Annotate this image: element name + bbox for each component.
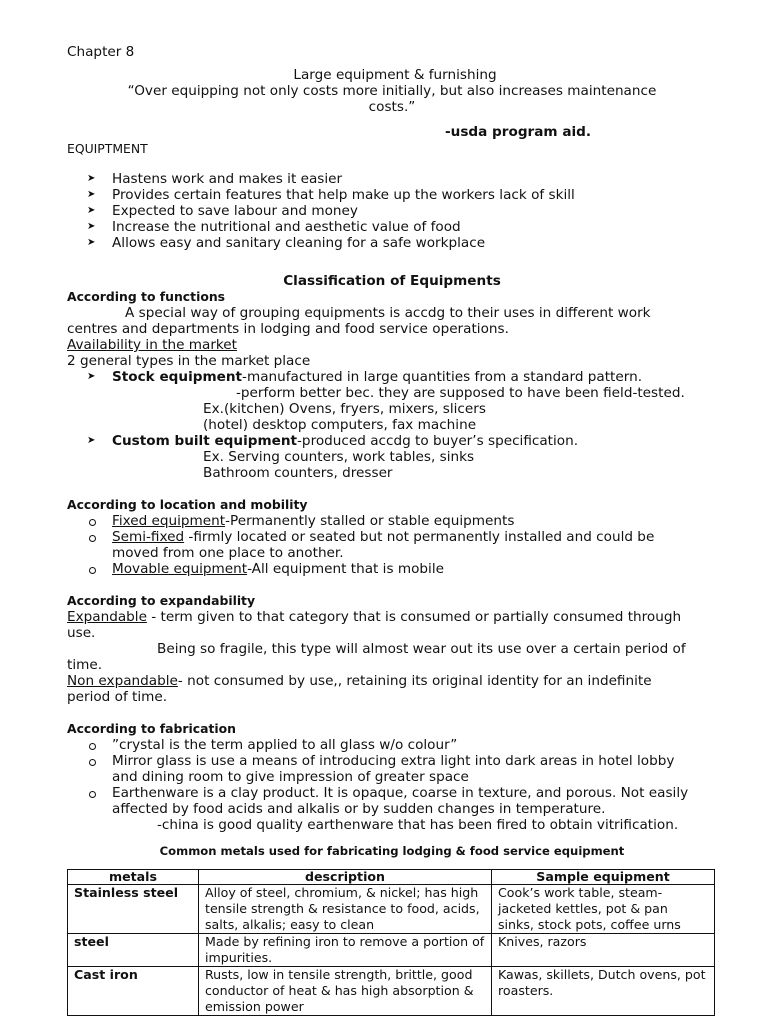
mirror-glass-continuation: and dining room to give impression of greater space [112,769,469,785]
fragile-line: Being so fragile, this type will almost wear out its use over a certain period of [157,641,686,657]
custom-example-1: Ex. Serving counters, work tables, sinks [203,449,475,465]
quote-source: -usda program aid. [445,124,592,140]
fabrication-heading: According to fabrication [67,721,236,736]
document-page [67,44,717,1016]
equipment-bullet-list [67,171,717,251]
arrow-bullet-icon: ➤ [87,173,96,184]
list-item: Movable equipment-All equipment that is mobile [67,561,717,577]
metals-table [67,869,715,1016]
arrow-bullet-icon: ➤ [87,435,96,446]
metals-table-caption: Common metals used for fabricating lodging & food service equipment [159,844,625,858]
functions-para-2: centres and departments in lodging and food service operations. [67,321,509,337]
china-note: -china is good quality earthenware that has been fired to obtain vitrification. [157,817,679,833]
arrow-bullet-icon: ➤ [87,371,96,382]
custom-example-2: Bathroom counters, dresser [203,465,393,481]
stock-note: -perform better bec. they are supposed to have been field-tested. [236,385,685,401]
equipment-heading: EQUIPTMENT [67,141,148,156]
classification-heading: Classification of Equipments [283,273,501,289]
arrow-bullet-icon: ➤ [87,237,96,248]
arrow-bullet-icon: ➤ [87,189,96,200]
table-header-row [68,870,715,885]
custom-equipment-item: ➤ Custom built equipment-produced accdg to buyer’s specification. [67,433,717,449]
expandable-continuation: use. [67,625,96,641]
arrow-bullet-icon: ➤ [87,221,96,232]
table-row [68,934,715,967]
arrow-bullet-icon: ➤ [87,205,96,216]
sample-cell: Cook’s work table, steam- jacketed kettles, pot & pan sinks, stock pots, coffee urns [492,885,715,934]
quote-line-2: costs.” [368,99,416,115]
column-header-description: description [199,870,492,885]
description-cell: Rusts, low in tensile strength, brittle, good conductor of heat & has high absorption & emission power [199,967,492,1016]
circle-bullet-icon [89,567,96,574]
types-intro: 2 general types in the market place [67,353,311,369]
metal-cell: Cast iron [68,967,199,1016]
list-item: Semi-fixed -firmly located or seated but not permanently installed and could be [67,529,717,545]
circle-bullet-icon [89,791,96,798]
list-item: ➤ Provides certain features that help make up the workers lack of skill [67,187,717,203]
column-header-sample: Sample equipment [492,870,715,885]
non-expandable-continuation: period of time. [67,689,168,705]
list-item: ➤ Hastens work and makes it easier [67,171,717,187]
metal-cell: steel [68,934,199,967]
expandability-heading: According to expandability [67,593,256,608]
quote-line-1: “Over equipping not only costs more initially, but also increases maintenance [127,83,657,99]
functions-heading: According to functions [67,289,226,304]
metal-cell: Stainless steel [68,885,199,934]
list-item: ”crystal is the term applied to all glass w/o colour” [67,737,717,753]
earthenware-continuation: affected by food acids and alkalis or by sudden changes in temperature. [112,801,606,817]
list-item: Fixed equipment-Permanently stalled or stable equipments [67,513,717,529]
circle-bullet-icon [89,535,96,542]
list-item: Mirror glass is use a means of introducing extra light into dark areas in hotel lobby [67,753,717,769]
list-item: ➤ Expected to save labour and money [67,203,717,219]
fragile-continuation: time. [67,657,103,673]
table-row [68,967,715,1016]
column-header-metals: metals [68,870,199,885]
location-heading: According to location and mobility [67,497,308,512]
stock-example-2: (hotel) desktop computers, fax machine [203,417,477,433]
table-row [68,885,715,934]
circle-bullet-icon [89,759,96,766]
list-item: ➤ Increase the nutritional and aesthetic value of food [67,219,717,235]
description-cell: Made by refining iron to remove a portion of impurities. [199,934,492,967]
page-title: Large equipment & furnishing [293,67,497,83]
sample-cell: Knives, razors [492,934,715,967]
stock-example-1: Ex.(kitchen) Ovens, fryers, mixers, slicers [203,401,486,417]
sample-cell: Kawas, skillets, Dutch ovens, pot roasters. [492,967,715,1016]
availability-heading: Availability in the market [67,337,238,353]
expandable-line: Expandable - term given to that category that is consumed or partially consumed through [67,609,682,625]
functions-para-1: A special way of grouping equipments is accdg to their uses in different work [125,305,651,321]
list-item: Earthenware is a clay product. It is opaque, coarse in texture, and porous. Not easily [67,785,717,801]
circle-bullet-icon [89,743,96,750]
description-cell: Alloy of steel, chromium, & nickel; has high tensile strength & resistance to food, acids, salts, alkalis; easy to clean [199,885,492,934]
chapter-label: Chapter 8 [67,44,135,60]
circle-bullet-icon [89,519,96,526]
stock-equipment-item: ➤ Stock equipment-manufactured in large quantities from a standard pattern. [67,369,717,385]
non-expandable-line: Non expandable- not consumed by use,, retaining its original identity for an indefinite [67,673,652,689]
semi-fixed-continuation: moved from one place to another. [112,545,344,561]
list-item: ➤ Allows easy and sanitary cleaning for a safe workplace [67,235,717,251]
